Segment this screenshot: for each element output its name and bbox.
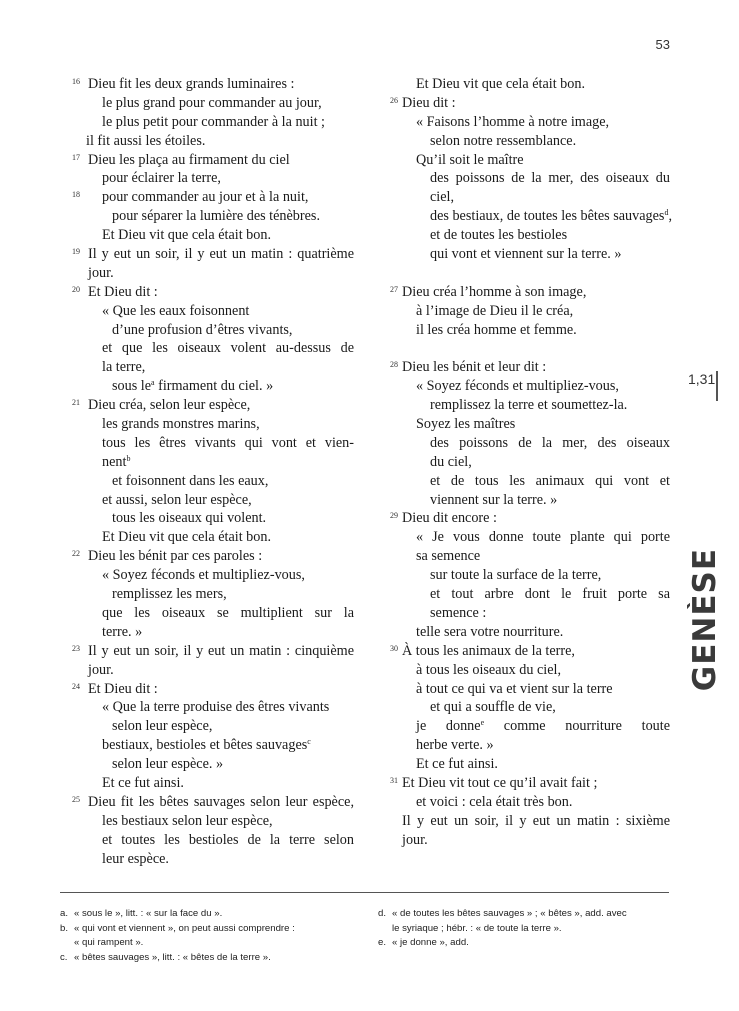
footnote-letter: e. (378, 937, 387, 948)
verse-line (392, 604, 670, 623)
footnote-letter: c. (60, 951, 68, 963)
verse-line (72, 396, 354, 415)
footnote-text: le syriaque ; hébr. : « de toute la terre ». (392, 922, 562, 934)
verse-line (72, 358, 354, 377)
verse-text: et foisonnent dans les eaux, (112, 472, 269, 489)
footnote-marker[interactable]: b (126, 453, 131, 463)
verse-text: sa semence (416, 548, 481, 565)
verse-text: « Que la terre produise des êtres vivants (102, 699, 330, 716)
verse-line (72, 774, 354, 793)
footnote-letter: a. (60, 908, 69, 919)
verse-text: nent (102, 453, 127, 470)
verse-line (392, 661, 670, 680)
verse-text: Et ce fut ainsi. (416, 756, 498, 773)
verse-text: Il y eut un soir, il y eut un matin : cinquième (88, 642, 354, 659)
verse-text: et de tous les animaux qui vont et (430, 472, 670, 489)
footnote-text: « qui vont et viennent », on peut aussi comprendre : (74, 922, 295, 934)
verse-text: qui vont et viennent sur la terre. » (430, 246, 622, 263)
verse-line (392, 680, 670, 699)
verse-line (392, 169, 670, 188)
verse-text: ciel, (430, 189, 455, 206)
verse-line (72, 661, 354, 680)
verse-line (392, 528, 670, 547)
verse-text: viennent sur la terre. » (430, 491, 558, 508)
verse-text: il fit aussi les étoiles. (86, 132, 206, 149)
verse-line (392, 453, 670, 472)
verse-text: remplissez la terre et soumettez-la. (430, 397, 628, 414)
verse-text: À tous les animaux de la terre, (402, 642, 575, 659)
verse-number: 21 (72, 398, 80, 408)
verse-number: 16 (72, 77, 80, 86)
verse-text: tous les êtres vivants qui vont et vien- (102, 434, 354, 451)
verse-text: Et Dieu vit que cela était bon. (102, 529, 272, 546)
verse-line (392, 396, 670, 415)
verse-line (72, 642, 354, 661)
verse-number: 24 (72, 681, 80, 691)
footnote-text: « qui rampent ». (74, 937, 144, 948)
verse-text: leur espèce. (102, 850, 169, 867)
verse-number: 27 (390, 284, 398, 294)
verse-line (72, 472, 354, 491)
verse-line (72, 812, 354, 831)
verse-text: tous les oiseaux qui volent. (112, 510, 267, 527)
verse-text: Dieu dit : (402, 94, 456, 111)
verse-text: et toutes les bestioles de la terre selon (102, 831, 354, 848)
verse-line (72, 566, 354, 585)
verse-line (72, 226, 354, 245)
verse-line (392, 132, 670, 151)
verse-text: à l’image de Dieu il le créa, (416, 302, 574, 319)
verse-text: sur toute la surface de la terre, (430, 567, 602, 584)
verse-text: Il y eut un soir, il y eut un matin : sixième (402, 812, 670, 829)
verse-line (392, 339, 670, 358)
footnote (60, 951, 360, 966)
verse-line (72, 434, 354, 453)
verse-line (392, 245, 670, 264)
verse-line (72, 188, 354, 207)
verse-text: et de toutes les bestioles (430, 227, 568, 244)
footnote-text: « je donne », add. (392, 937, 469, 948)
verse-line (392, 736, 670, 755)
verse-line (72, 717, 354, 736)
verse-line (392, 113, 670, 132)
verse-text: telle sera votre nourriture. (416, 623, 564, 640)
verse-line (72, 151, 354, 170)
verse-text: et que les oiseaux volent au-dessus de (102, 340, 354, 357)
verse-text: terre. » (102, 623, 143, 640)
verse-text: bestiaux, bestioles et bêtes sauvages (102, 737, 308, 754)
text-column-left (72, 75, 354, 868)
verse-line (392, 188, 670, 207)
verse-line (72, 169, 354, 188)
verse-line (72, 831, 354, 850)
verse-text: la terre, (102, 359, 146, 376)
verse-text: jour. (88, 264, 114, 281)
verse-text: des poissons de la mer, des oiseaux (430, 434, 670, 451)
verse-text: d’une profusion d’êtres vivants, (112, 321, 293, 338)
verse-line (72, 283, 354, 302)
verse-text: du ciel, (430, 453, 472, 470)
verse-line (72, 528, 354, 547)
page-number: 53 (655, 37, 670, 52)
verse-line (72, 113, 354, 132)
verse-line (72, 698, 354, 717)
verse-line (72, 207, 354, 226)
verse-line (72, 339, 354, 358)
verse-line (392, 623, 670, 642)
verse-line (392, 283, 670, 302)
verse-text: firmament du ciel. » (154, 378, 274, 395)
verse-line (392, 151, 670, 170)
footnote-marker[interactable]: d (664, 208, 669, 218)
verse-line (72, 302, 354, 321)
verse-line (392, 472, 670, 491)
verse-number: 19 (72, 247, 80, 257)
verse-text: Et ce fut ainsi. (102, 774, 184, 791)
verse-line (72, 793, 354, 812)
verse-text: je donne (416, 718, 481, 735)
verse-text: Il y eut un soir, il y eut un matin : quatrième (88, 246, 354, 263)
verse-line (392, 321, 670, 340)
book-title: GENÈSE (687, 548, 723, 692)
verse-text: selon leur espèce, (112, 718, 213, 735)
verse-line (392, 491, 670, 510)
verse-line (72, 680, 354, 699)
verse-text: jour. (88, 661, 114, 678)
footnote-divider (60, 892, 669, 893)
verse-line (72, 321, 354, 340)
verse-number: 30 (390, 643, 398, 653)
verse-line (392, 415, 670, 434)
verse-text: et voici : cela était très bon. (416, 793, 573, 810)
verse-line (392, 812, 670, 831)
chapter-verse-reference: 1,31 (688, 371, 716, 387)
footnotes-left (60, 907, 360, 965)
verse-number: 29 (390, 511, 398, 521)
verse-number: 25 (72, 794, 80, 804)
verse-text: Dieu les plaça au firmament du ciel (88, 151, 290, 168)
verse-text: « Que les eaux foisonnent (102, 302, 250, 319)
verse-text: à tout ce qui va et vient sur la terre (416, 680, 613, 697)
verse-number: 31 (390, 775, 398, 785)
verse-line (392, 547, 670, 566)
verse-line (72, 415, 354, 434)
verse-text: et aussi, selon leur espèce, (102, 491, 252, 508)
verse-line (72, 585, 354, 604)
verse-text: Et Dieu vit que cela était bon. (416, 76, 586, 92)
footnote-marker[interactable]: a (151, 378, 155, 388)
verse-text: selon leur espèce. » (112, 756, 224, 773)
verse-text: Soyez les maîtres (416, 416, 516, 433)
verse-text: et tout arbre dont le fruit porte sa (430, 586, 670, 603)
verse-line (72, 604, 354, 623)
verse-number: 23 (72, 643, 80, 653)
verse-text: Et Dieu vit que cela était bon. (102, 227, 272, 244)
verse-text: Et Dieu vit tout ce qu’il avait fait ; (402, 774, 598, 791)
footnote (378, 907, 670, 936)
verse-text: comme nourriture toute (484, 718, 670, 735)
verse-text: Dieu dit encore : (402, 510, 497, 527)
footnote (60, 922, 360, 951)
footnotes-right (378, 907, 670, 951)
footnote-text: « de toutes les bêtes sauvages » ; « bêtes », add. avec (392, 908, 627, 919)
verse-number: 17 (72, 152, 80, 162)
verse-line (72, 245, 354, 264)
text-column-right (392, 75, 670, 850)
footnote-marker[interactable]: e (480, 718, 485, 728)
verse-text: Dieu les bénit et leur dit : (402, 359, 547, 376)
verse-text: le plus grand pour commander au jour, (102, 94, 322, 111)
verse-line (392, 358, 670, 377)
verse-line (392, 717, 670, 736)
footnote-letter: d. (378, 908, 387, 919)
verse-text: « Soyez féconds et multipliez-vous, (102, 567, 305, 584)
verse-text: Et Dieu dit : (88, 283, 158, 300)
verse-line (72, 453, 354, 472)
verse-text: et qui a souffle de vie, (430, 699, 556, 716)
verse-line (392, 226, 670, 245)
verse-text: selon notre ressemblance. (430, 132, 577, 149)
verse-line (72, 547, 354, 566)
verse-line (392, 264, 670, 283)
verse-line (392, 434, 670, 453)
verse-line (72, 491, 354, 510)
verse-text: il les créa homme et femme. (416, 321, 577, 338)
verse-text: semence : (430, 604, 487, 621)
verse-text: que les oiseaux se multiplient sur la (102, 604, 354, 621)
verse-line (392, 831, 670, 850)
verse-line (392, 94, 670, 113)
verse-text: à tous les oiseaux du ciel, (416, 661, 561, 678)
verse-line (392, 566, 670, 585)
footnote-text: « sous le », litt. : « sur la face du ». (74, 908, 223, 919)
verse-text: « Je vous donne toute plante qui porte (416, 529, 670, 546)
verse-text: des bestiaux, de toutes les bêtes sauvages (430, 208, 665, 225)
verse-line (392, 698, 670, 717)
footnote-text: « bêtes sauvages », litt. : « bêtes de la terre ». (74, 951, 271, 963)
verse-text: Dieu les bénit par ces paroles : (88, 548, 263, 565)
verse-line (392, 793, 670, 812)
verse-text: les bestiaux selon leur espèce, (102, 812, 273, 829)
verse-text: pour commander au jour et à la nuit, (102, 189, 309, 206)
verse-line (392, 207, 670, 226)
verse-text: Dieu créa, selon leur espèce, (88, 397, 251, 414)
verse-line (392, 585, 670, 604)
footnote (60, 907, 360, 922)
verse-text: pour éclairer la terre, (102, 170, 221, 187)
verse-number: 26 (390, 95, 398, 105)
footnote (378, 936, 670, 951)
verse-line (72, 377, 354, 396)
verse-line (392, 642, 670, 661)
verse-line (392, 302, 670, 321)
verse-text: Et Dieu dit : (88, 680, 158, 697)
verse-text: jour. (402, 831, 428, 848)
verse-line (72, 755, 354, 774)
verse-line (72, 132, 354, 151)
verse-line (392, 755, 670, 774)
footnote-letter: b. (60, 922, 69, 934)
verse-text: remplissez les mers, (112, 586, 227, 603)
verse-line (72, 264, 354, 283)
verse-text: le plus petit pour commander à la nuit ; (102, 113, 326, 130)
verse-text: les grands monstres marins, (102, 416, 260, 433)
verse-text: herbe verte. » (416, 737, 494, 754)
verse-line (72, 75, 354, 94)
verse-line (392, 774, 670, 793)
verse-text: Qu’il soit le maître (416, 151, 524, 168)
verse-line (72, 623, 354, 642)
verse-number: 18 (72, 190, 80, 200)
verse-line (72, 736, 354, 755)
verse-line (392, 377, 670, 396)
verse-text: « Faisons l’homme à notre image, (416, 113, 610, 130)
verse-line (392, 509, 670, 528)
verse-text: des poissons de la mer, des oiseaux du (430, 170, 670, 187)
verse-text: , (668, 208, 672, 225)
verse-line (72, 850, 354, 869)
reference-divider (716, 371, 718, 401)
verse-text: Dieu fit les deux grands luminaires : (88, 76, 295, 92)
verse-number: 20 (72, 284, 80, 294)
verse-text: « Soyez féconds et multipliez-vous, (416, 378, 619, 395)
footnote-marker[interactable]: c (307, 737, 311, 747)
verse-line (72, 509, 354, 528)
verse-text: Dieu créa l’homme à son image, (402, 283, 587, 300)
verse-number: 28 (390, 360, 398, 370)
verse-number: 22 (72, 549, 80, 559)
verse-line (72, 94, 354, 113)
verse-line (392, 75, 670, 94)
verse-text: sous le (112, 378, 152, 395)
verse-text: pour séparer la lumière des ténèbres. (112, 208, 320, 225)
verse-text: Dieu fit les bêtes sauvages selon leur espèce, (88, 793, 354, 810)
